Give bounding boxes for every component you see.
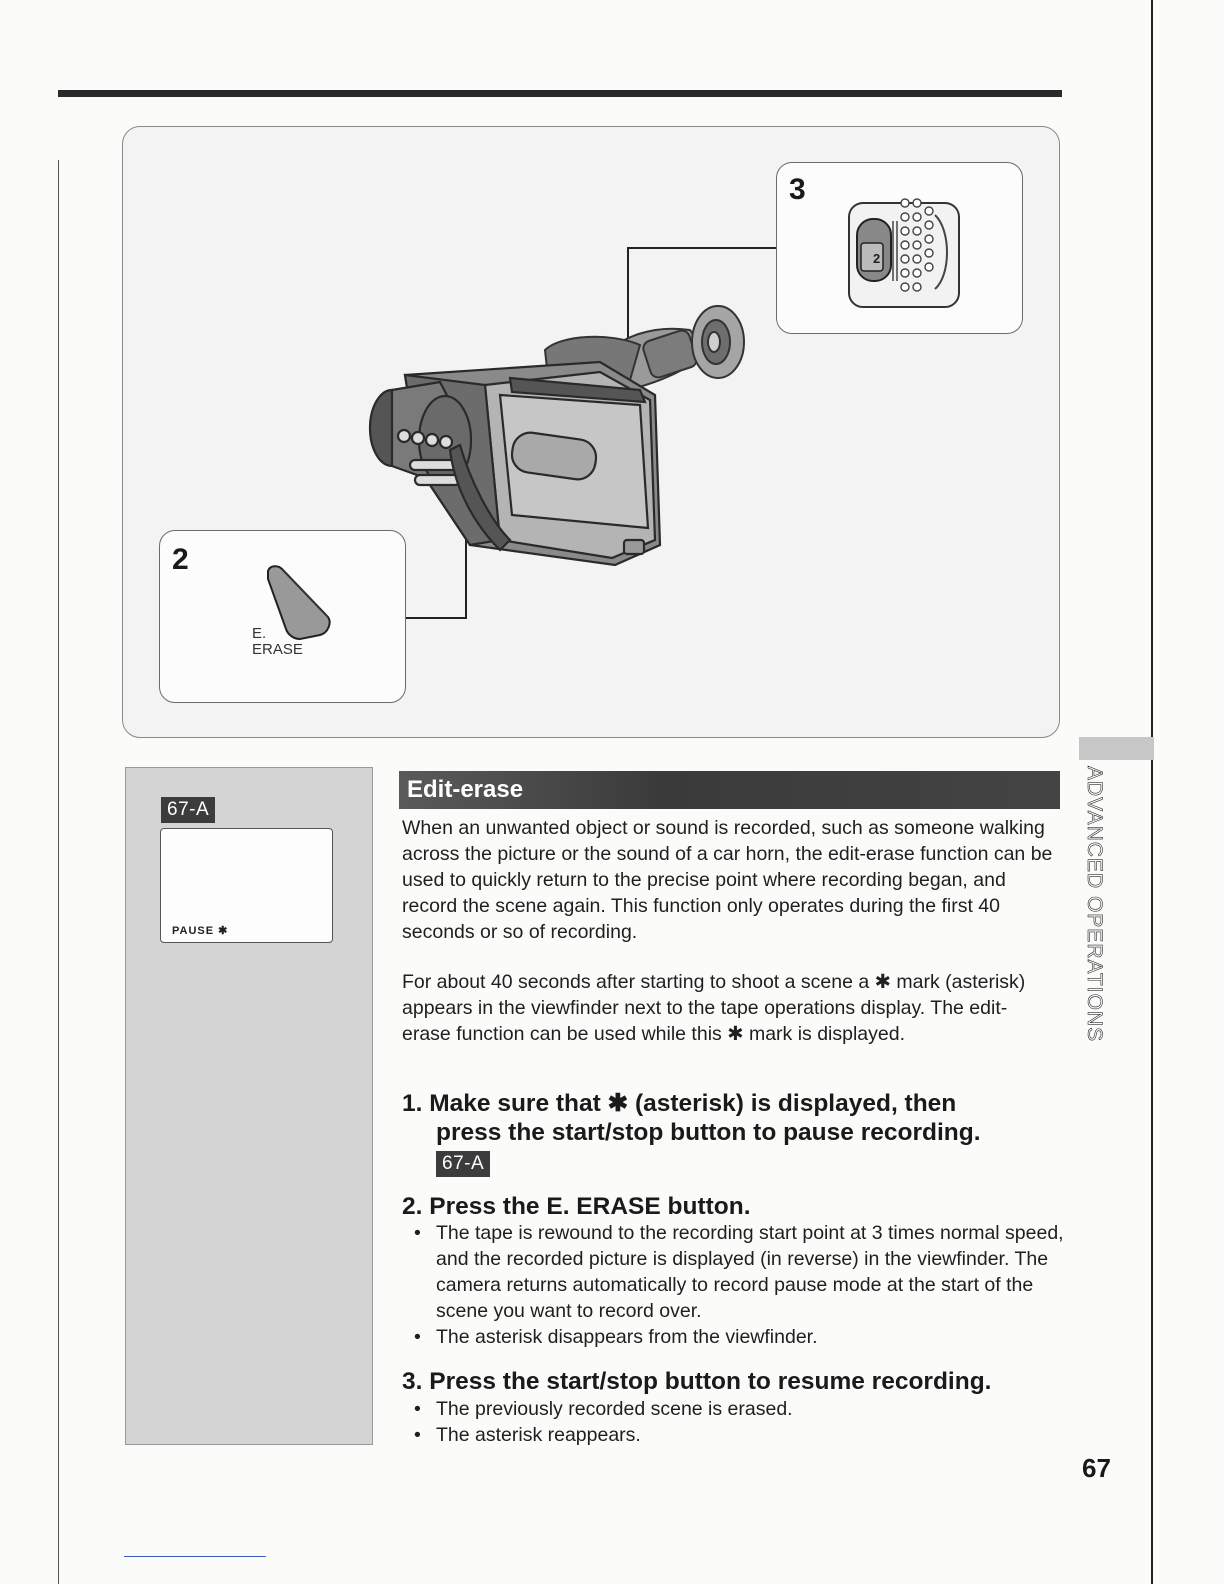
step-1-tag: 67-A (436, 1151, 490, 1177)
section-title: Edit-erase (407, 776, 524, 803)
side-tab-marker (1079, 737, 1154, 760)
e-erase-label-line2: ERASE (252, 641, 303, 658)
callout-number-2: 2 (172, 543, 189, 576)
step-3-heading: 3. Press the start/stop button to resume recording. (402, 1368, 992, 1395)
step-2-bullets (414, 1220, 1076, 1350)
intro-paragraph: When an unwanted object or sound is recorded, such as someone walking across the picture or the sound of a car horn, the edit-erase function can be used to quickly return to the precise point where recording began, and record the scene again. This function only operates during the first 40 seconds or so of recording. (402, 817, 1053, 943)
viewfinder-pause-text: PAUSE ✱ (172, 925, 229, 937)
step-3-bullets (414, 1396, 1056, 1448)
callout-number-3: 3 (789, 173, 806, 206)
side-tab-label: ADVANCED OPERATIONS (1083, 766, 1106, 1043)
asterisk-paragraph: For about 40 seconds after starting to shoot a scene a ✱ mark (asterisk) appears in the viewfinder next to the tape operations display. The edit-erase function can be used while this ✱ mark is displayed. (402, 971, 1026, 1045)
list-item: • The tape is rewound to the recording start point at 3 times normal speed, and the recorded picture is displayed (in reverse) in the viewfinder. The camera returns automatically to record pause mode at the start of the scene you want to record over. (414, 1222, 1064, 1322)
sidebar-tag: 67-A (161, 797, 215, 823)
callout-start-stop (776, 162, 1023, 334)
step-2-heading: 2. Press the E. ERASE button. (402, 1193, 751, 1220)
e-erase-label-line1: E. (252, 625, 267, 642)
bottom-link-rule (124, 1556, 266, 1557)
list-item: • The asterisk reappears. (414, 1424, 641, 1446)
e-erase-button-icon (260, 561, 340, 643)
list-item: • The previously recorded scene is erased. (414, 1398, 793, 1420)
start-stop-digit: 2 (873, 251, 881, 266)
step-1-heading-cont: press the start/stop button to pause recording. (436, 1119, 981, 1146)
list-item: • The asterisk disappears from the viewfinder. (414, 1326, 818, 1348)
page-number: 67 (1082, 1453, 1111, 1483)
step-1-heading: 1. Make sure that ✱ (asterisk) is displayed, then (402, 1090, 957, 1117)
start-stop-button-icon (843, 185, 973, 315)
callout-e-erase (159, 530, 406, 703)
